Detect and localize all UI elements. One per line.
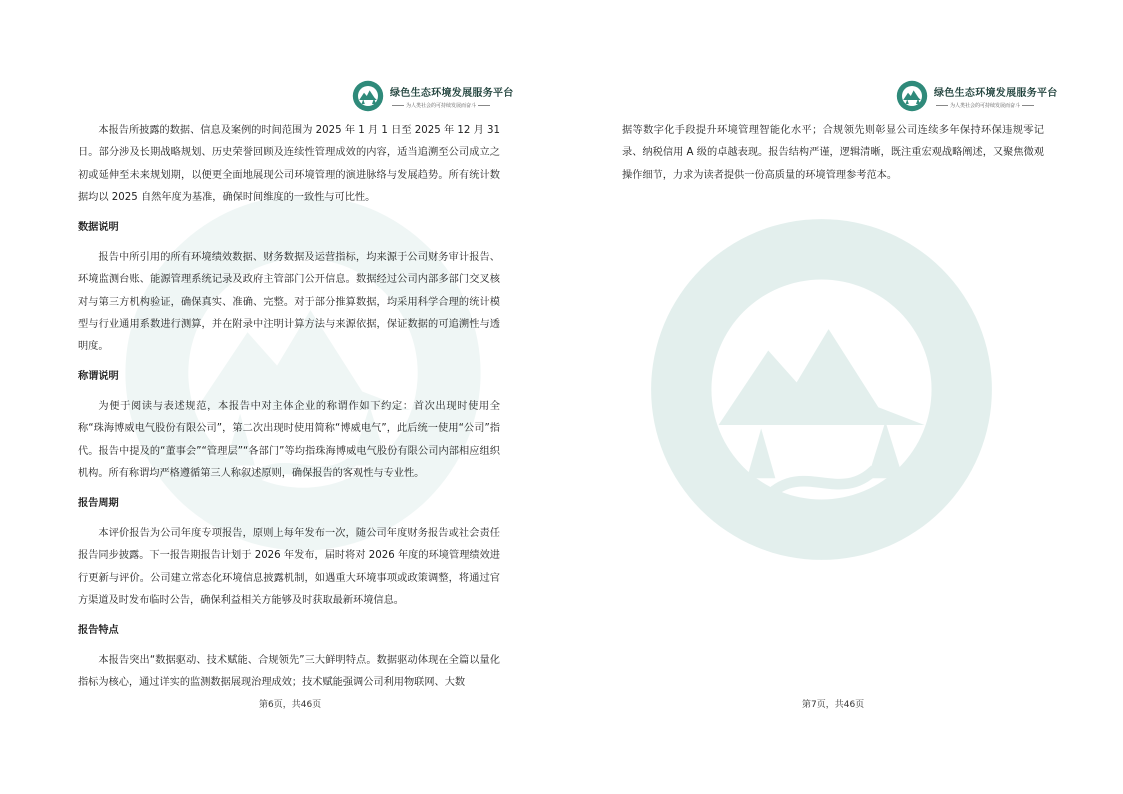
page-header [896, 80, 1058, 112]
left-page [0, 0, 561, 794]
section-text-naming: 为便于阅读与表述规范，本报告中对主体企业的称谓作如下约定：首次出现时使用全称“珠海博威电气股份有限公司”，第二次出现时使用简称“博威电气”，此后统一使用“公司”指代。报告中提及的“董事会”“管理层”“各部门”等均指珠海博威电气股份有限公司内部相应组织机构。所有称谓均严格遵循第三人称叙述原则，确保报告的客观性与专业性。 [78, 401, 500, 480]
section-title-naming: 称谓说明 [78, 371, 119, 383]
watermark-emblem [644, 212, 999, 567]
right-page [562, 0, 1123, 794]
section-title-data: 数据说明 [78, 222, 119, 234]
continued-paragraph: 据等数字化手段提升环境管理智能化水平；合规领先则彰显公司连续多年保持环保违规零记录、纳税信用 A 级的卓越表现。报告结构严谨，逻辑清晰，既注重宏观战略阐述，又聚焦微观操作细节，力求为读者提供一份高质量的环境管理参考范本。 [622, 125, 1044, 181]
section-text-cycle: 本评价报告为公司年度专项报告，原则上每年发布一次，随公司年度财务报告或社会责任报告同步披露。下一报告期报告计划于 2026 年发布，届时将对 2026 年度的环境管理绩效进行更新与评价。公司建立常态化环境信息披露机制，如遇重大环境事项或政策调整，将通过官方渠道及时发布临时公告，确保利益相关方能够及时获取最新环境信息。 [78, 527, 500, 607]
brand-name: 绿色生态环境发展服务平台 [390, 87, 514, 99]
page-content [622, 120, 1044, 187]
page-number: 第6页，共46页 [259, 700, 322, 710]
section-text-data: 报告中所引用的所有环境绩效数据、财务数据及运营指标，均来源于公司财务审计报告、环境监测台账、能源管理系统记录及政府主管部门公开信息。数据经过公司内部多部门交叉核对与第三方机构验证，确保真实、准确、完整。对于部分推算数据，均采用科学合理的统计模型与行业通用系数进行测算，并在附录中注明计算方法与来源依据，保证数据的可追溯性与透明度。 [78, 251, 500, 353]
brand-slogan: 为人类社会的可持续发展而奋斗 [934, 102, 1058, 109]
brand-slogan: 为人类社会的可持续发展而奋斗 [390, 102, 514, 109]
page-content [78, 120, 500, 694]
intro-paragraph: 本报告所披露的数据、信息及案例的时间范围为 2025 年 1 月 1 日至 2025 年 12 月 31 日。部分涉及长期战略规划、历史荣誉回顾及连续性管理成效的内容，适当追溯至公司成立之初或延伸至未来规划期，以便更全面地展现公司环境管理的演进脉络与发展趋势。所有统计数据均以 2025 自然年度为基准，确保时间维度的一致性与可比性。 [78, 125, 500, 204]
section-text-features: 本报告突出“数据驱动、技术赋能、合规领先”三大鲜明特点。数据驱动体现在全篇以量化指标为核心，通过详实的监测数据展现治理成效；技术赋能强调公司利用物联网、大数 [78, 654, 500, 689]
brand-logo-icon [896, 80, 928, 112]
page-header [352, 80, 514, 112]
page-number: 第7页，共46页 [802, 700, 865, 710]
section-title-cycle: 报告周期 [78, 498, 119, 510]
brand-name: 绿色生态环境发展服务平台 [934, 87, 1058, 99]
brand-logo-icon [352, 80, 384, 112]
section-title-features: 报告特点 [78, 624, 119, 636]
